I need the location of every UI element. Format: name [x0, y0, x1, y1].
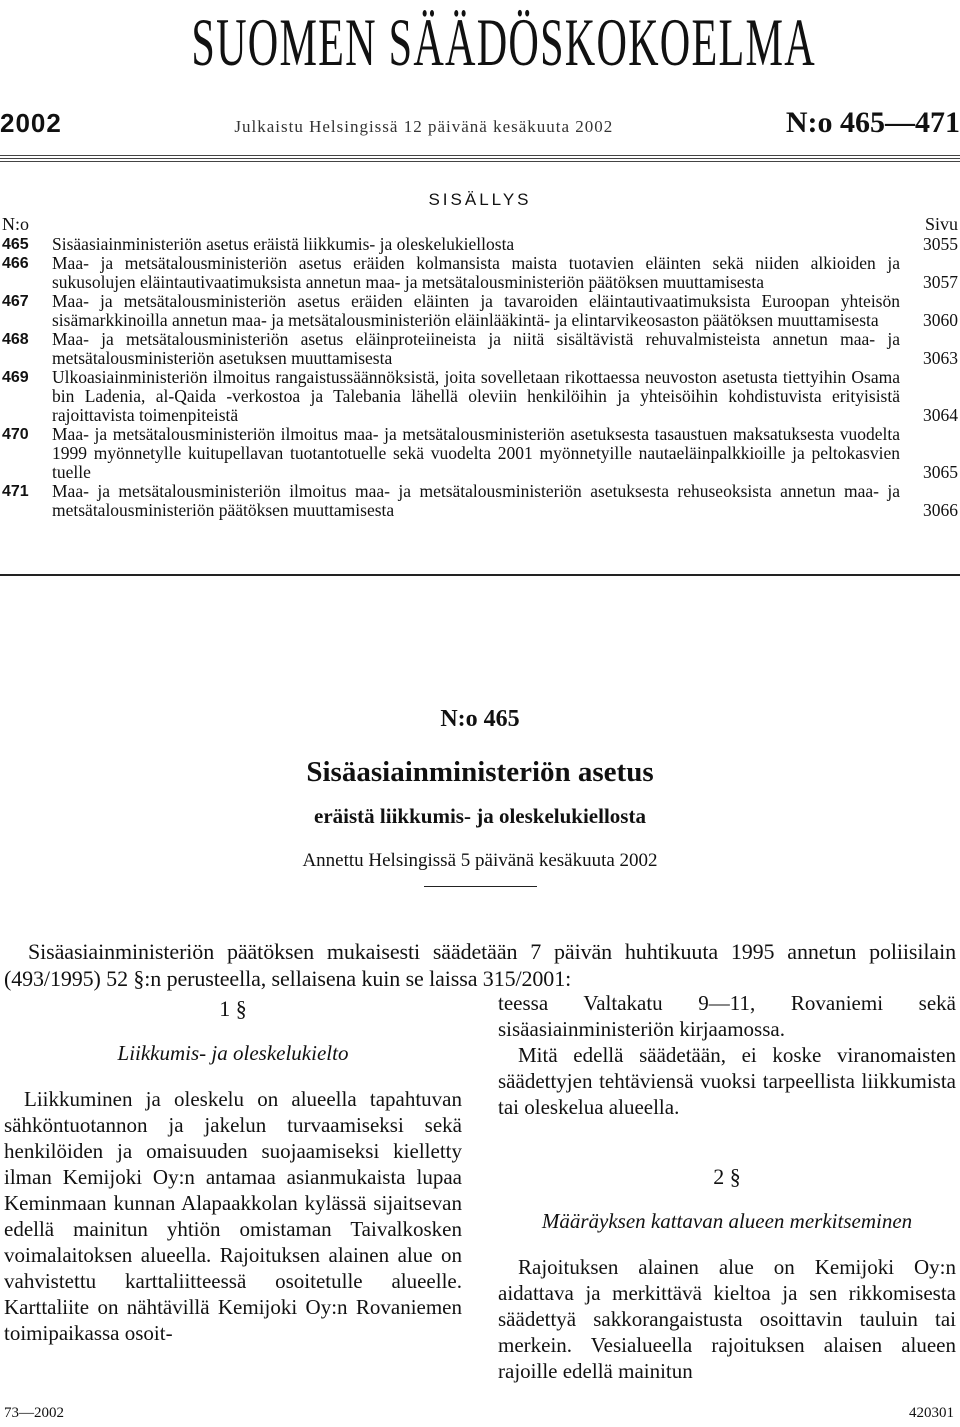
table-of-contents: [0, 235, 960, 520]
issue-year: 2002: [0, 108, 62, 138]
toc-entry-page: 3060: [923, 310, 958, 330]
toc-entry-page: 3064: [923, 405, 958, 425]
contents-title: SISÄLLYS: [428, 190, 532, 209]
masthead-title: SUOMEN SÄÄDÖSKOKOELMA: [191, 6, 816, 78]
section-1-number: 1 §: [219, 996, 247, 1021]
footer-right: 420301: [909, 1405, 954, 1421]
statute-preamble: Sisäasiainministeriön päätöksen mukaisesti säädetään 7 päivän huhtikuuta 1995 annetun poliisilain (493/1995) 52 §:n perusteella, sellaisena kuin se laissa 315/2001:: [4, 939, 956, 991]
section-1-paragraph-2: Mitä edellä säädetään, ei koske viranomaisten säädettyjen tehtäviensä vuoksi tarpeellista liikkumista tai oleskelua alueella.: [498, 1043, 956, 1119]
section-2-paragraph: Rajoituksen alainen alue on Kemijoki Oy:n aidattava ja merkittävä kieltoa ja sen rikkomisesta säädettyä sakkorangaistusta osoittavin tauluin tai merkein. Vesialueella rajoituksen alaisen alueen rajoille edellä mainitun: [498, 1255, 956, 1383]
section-2-number: 2 §: [713, 1164, 741, 1189]
toc-entry[interactable]: [0, 425, 960, 482]
issue-numbers: N:o 465—471: [785, 106, 960, 139]
section-1-heading: Liikkumis- ja oleskelukielto: [117, 1041, 349, 1065]
contents-bottom-rule: [0, 574, 960, 576]
masthead-rules: [0, 155, 960, 164]
section-1-paragraph-continued: teessa Valtakatu 9—11, Rovaniemi sekä sisäasiainministeriön kirjaamossa.: [498, 991, 956, 1041]
toc-entry-number: 465: [2, 236, 29, 253]
toc-entry[interactable]: [0, 482, 960, 520]
toc-entry-number: 469: [2, 369, 29, 386]
toc-entry-title: Maa- ja metsätalousministeriön asetus eräiden kolmansista maista tuotavien eläinten sekä niiden alkioiden ja sukusolujen eläintautivaatimuksista annetun maa- ja metsätalousministeriön päätöksen muuttamisesta: [52, 253, 900, 292]
toc-entry-title: Sisäasiainministeriön asetus eräistä liikkumis- ja oleskelukiellosta: [52, 234, 515, 254]
toc-entry-number: 467: [2, 293, 29, 310]
toc-entry-number: 471: [2, 483, 29, 500]
left-column: [4, 990, 462, 1346]
toc-entry[interactable]: [0, 254, 960, 292]
toc-entry-title: Maa- ja metsätalousministeriön asetus eläinproteiineista ja niitä sisältävistä rehuvalmisteista annetun maa- ja metsätalousministeriön asetuksen muuttamisesta: [52, 329, 900, 368]
statute-subtitle: eräistä liikkumis- ja oleskelukiellosta: [314, 804, 646, 828]
toc-entry-page: 3065: [923, 462, 958, 482]
contents-col-page: Sivu: [924, 214, 958, 234]
toc-entry-page: 3057: [923, 272, 958, 292]
toc-entry-number: 468: [2, 331, 29, 348]
toc-entry-page: 3055: [923, 234, 958, 254]
toc-entry-number: 470: [2, 426, 29, 443]
publication-date: Julkaistu Helsingissä 12 päivänä kesäkuuta 2002: [234, 117, 614, 136]
footer-left: 73—2002: [4, 1405, 64, 1421]
section-1-paragraph: Liikkuminen ja oleskelu on alueella tapahtuvan sähköntuotannon ja jakelun turvaamiseksi sekä henkilöiden ja omaisuuden suojaamiseksi kielletty ilman Kemijoki Oy:n antamaa asianmukaista lupaa Keminmaan kunnan Alapaakkolan kylässä sijaitsevan edellä mainitun yhtiön omistaman Taivalkosken voimalaitoksen alueella. Rajoituksen alainen alue on vahvistettu karttaliitteessä osoitetulle alueelle. Karttaliite on nähtävillä Kemijoki Oy:n Rovaniemen toimipaikassa osoit-: [4, 1087, 462, 1345]
toc-entry[interactable]: [0, 235, 960, 254]
statute-issued: Annettu Helsingissä 5 päivänä kesäkuuta 2002: [302, 850, 658, 871]
contents-col-no: N:o: [2, 214, 29, 234]
toc-entry[interactable]: [0, 292, 960, 330]
toc-entry-title: Ulkoasiainministeriön ilmoitus rangaistussäännöksistä, joita sovelletaan rikottaessa neuvoston asetusta tiettyihin Osama bin Ladenia, al-Qaida -verkostoa ja Talebania lähellä oleviin henkilöihin ja yhteisöihin kohdistuvista erityisistä rajoittavista toimenpiteistä: [52, 367, 900, 425]
toc-entry[interactable]: [0, 330, 960, 368]
toc-entry-page: 3063: [923, 348, 958, 368]
toc-entry-title: Maa- ja metsätalousministeriön ilmoitus maa- ja metsätalousministeriön asetuksesta tasaustuen maksatuksesta vuodelta 1999 myönnetylle kuitupellavan tuotantotuelle sekä vuodelta 2001 myönnetyille nautaeläinpalkkioille ja peltokasvien tuelle: [52, 424, 900, 482]
statute-title: Sisäasiainministeriön asetus: [306, 756, 654, 788]
right-column: [498, 990, 956, 1384]
toc-entry-title: Maa- ja metsätalousministeriön ilmoitus maa- ja metsätalousministeriön asetuksesta rehuseoksista annetun maa- ja metsätalousministeriön päätöksen muuttamisesta: [52, 481, 900, 520]
section-2-heading: Määräyksen kattavan alueen merkitseminen: [541, 1209, 913, 1233]
toc-entry-page: 3066: [923, 500, 958, 520]
statute-number: N:o 465: [440, 706, 520, 732]
contents-header: [0, 214, 960, 236]
title-divider: [424, 886, 537, 887]
issue-row: [0, 106, 960, 146]
toc-entry[interactable]: [0, 368, 960, 425]
toc-entry-title: Maa- ja metsätalousministeriön asetus eräiden eläinten ja tavaroiden eläintautivaatimuksista Euroopan yhteisön sisämarkkinoilla annetun maa- ja metsätalousministeriön eläinlääkintä- ja elintarvikeosaston päätöksen muuttamisesta: [52, 291, 900, 330]
toc-entry-number: 466: [2, 255, 29, 272]
